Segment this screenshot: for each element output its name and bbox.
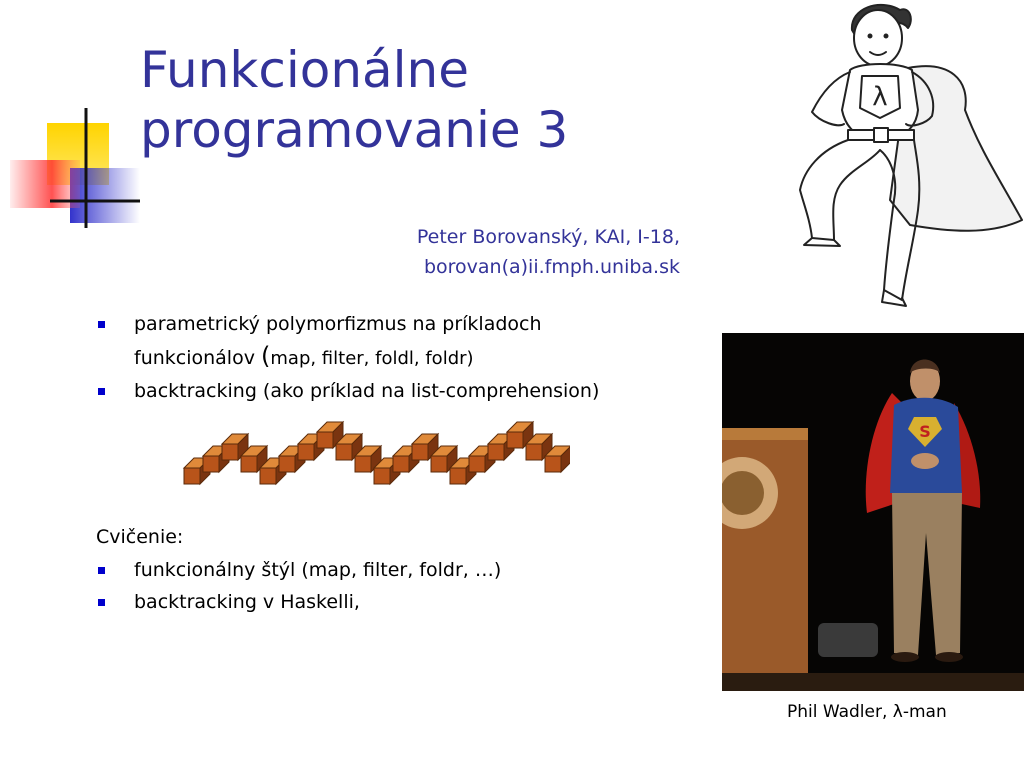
author-name: Peter Borovanský, KAI, I-18, (416, 226, 680, 248)
list-item: funkcionálny štýl (map, filter, foldr, …) (96, 554, 716, 586)
list-item: backtracking v Haskelli, (96, 586, 716, 618)
block-chain-illustration (178, 418, 570, 502)
exercise-heading: Cvičenie: (96, 526, 184, 548)
lambda-man-cartoon (790, 0, 1024, 308)
author-info (330, 222, 680, 282)
exercise-list (96, 554, 716, 618)
list-item: parametrický polymorfizmus na príkladoch funkcionálov (map, filter, foldl, foldr) (96, 308, 716, 375)
decorative-squares (10, 108, 140, 233)
phil-wadler-photo (722, 333, 1024, 691)
slide-title (140, 40, 568, 160)
topic-list (96, 308, 716, 407)
title-line-1: Funkcionálne (140, 41, 470, 99)
author-email: borovan(a)ii.fmph.uniba.sk (423, 256, 680, 278)
deco-blue-square (70, 168, 140, 223)
list-item: backtracking (ako príklad na list-comprehension) (96, 375, 716, 407)
svg-text:λ: λ (872, 82, 888, 112)
svg-text:S: S (919, 422, 931, 441)
title-line-2: programovanie 3 (140, 101, 569, 159)
photo-caption: Phil Wadler, λ-man (787, 702, 947, 722)
